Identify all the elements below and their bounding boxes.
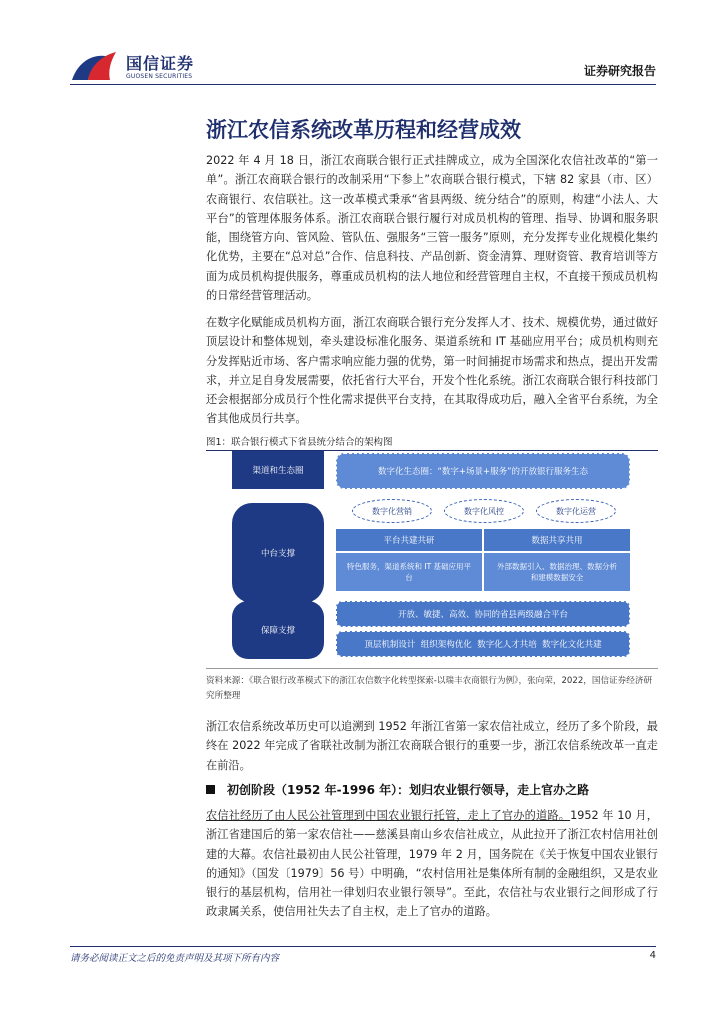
oval-digital-risk: 数字化风控 xyxy=(444,499,524,523)
layer-middle-label: 中台支撑 xyxy=(232,503,324,603)
oval-digital-marketing: 数字化营销 xyxy=(352,499,432,523)
bullet-square-icon xyxy=(206,785,215,794)
paragraph-reform-history: 浙江农信系统改革历史可以追溯到 1952 年浙江省第一家农信社成立，经历了多个阶段，最终在 2022 年完成了省联社改制为浙江农商联合银行的重要一步，浙江农信系统改革一直走在前沿。 xyxy=(206,720,658,772)
page-header xyxy=(0,0,724,90)
report-type-label: 证券研究报告 xyxy=(583,64,656,78)
section-heading xyxy=(206,781,589,798)
header-divider xyxy=(70,84,656,85)
figure-bottom-rule xyxy=(206,668,658,669)
page-number: 4 xyxy=(649,950,656,961)
page-title: 浙江农信系统改革历程和经营成效 xyxy=(206,118,521,142)
guarantee-items-bar: 顶层机制设计 组织架构优化 数字化人才共培 数字化文化共建 xyxy=(336,631,630,657)
section-heading-text: 初创阶段（1952 年-1996 年）：划归农业银行领导，走上官办之路 xyxy=(227,783,590,797)
architecture-diagram xyxy=(232,451,632,666)
logo-name-en: GUOSEN SECURITIES xyxy=(126,73,193,80)
layer-guarantee-label: 保障支撑 xyxy=(232,601,324,659)
platform-build-bar: 平台共建共研 xyxy=(336,529,482,551)
underlined-lead-sentence: 农信社经历了由人民公社管理到中国农业银行托管，走上了官办的道路。 xyxy=(206,809,571,822)
paragraph-reform-overview: 2022 年 4 月 18 日，浙江农商联合银行正式挂牌成立，成为全国深化农信社改革的“第一单”。浙江农商联合银行的改制采用“下参上”农商联合银行模式，下辖 82 家县（市、区）农商银行、农信联社。这一改革模式秉承“省县两级、统分结合”的原则，构建“小法人、大平台”的管理体服务体系。浙江农商联合银行履行对成员机构的管理、指导、协调和服务职能，围绕管方向、管风险、管队伍、强服务“三管一服务”原则，充分发挥专业化规模化集约化优势，主要在“总对总”合作、信息科技、产品创新、资金清算、理财资管、教育培训等方面为成员机构提供服务，尊重成员机构的法人地位和经营管理自主权，不直接干预成员机构的日常经营管理活动。 xyxy=(206,154,658,303)
paragraph-initial-stage-rest: 1952 年 10 月，浙江省建国后的第一家农信社——慈溪县南山乡农信社成立，从此拉开了浙江农村信用社创建的大幕。农信社最初由人民公社管理，1979 年 2 月，国务院在《关于恢复中国农业银行的通知》（国发〔1979〕56 号）中明确，“农村信用社是集体所有制的金融组织，又是农业银行的基层机构，信用社一律划归农业银行领导”。至此，农信社与农业银行之间形成了行政隶属关系，使信用社失去了自主权，走上了官办的道路。 xyxy=(206,809,658,919)
data-detail-box: 外部数据引入、数据治理、数据分析和建模数据安全 xyxy=(484,553,630,591)
ecosystem-bar: 数字化生态圈：“数字+场景+服务”的开放银行服务生态 xyxy=(336,453,630,489)
footer-divider xyxy=(70,946,656,947)
figure-source: 资料来源：《联合银行改革模式下的浙江农信数字化转型探索-以瑞丰农商银行为例》，张向荣，2022，国信证券经济研究所整理 xyxy=(206,676,653,701)
data-share-bar: 数据共享共用 xyxy=(484,529,630,551)
platform-detail-box: 特色服务，渠道系统和 IT 基础应用平台 xyxy=(336,553,482,591)
guarantee-platform-bar: 开放、敏捷、高效、协同的省县两级融合平台 xyxy=(336,601,630,627)
paragraph-digital-empowerment: 在数字化赋能成员机构方面，浙江农商联合银行充分发挥人才、技术、规模优势，通过做好顶层设计和整体规划，牵头建设标准化服务、渠道系统和 IT 基础应用平台；成员机构则充分发挥贴近市场、客户需求响应能力强的优势，第一时间捕捉市场需求和热点，提出开发需求，并立足自身发展需要，依托省行大平台，开发个性化系统。浙江农商联合银行科技部门还会根据部分成员行个性化需求提供平台支持，在其取得成功后，融入全省平台系统，为全省其他成员行共享。 xyxy=(206,316,658,426)
paragraph-initial-stage xyxy=(206,806,658,922)
oval-digital-operations: 数字化运营 xyxy=(536,499,616,523)
company-logo xyxy=(70,48,270,84)
logo-name-cn: 国信证券 xyxy=(126,54,195,73)
figure-caption: 图1：联合银行模式下省县统分结合的架构图 xyxy=(206,437,393,448)
disclaimer-text: 请务必阅读正文之后的免责声明及其项下所有内容 xyxy=(70,953,280,964)
logo-mark-icon xyxy=(70,48,124,84)
layer-channel-label: 渠道和生态圈 xyxy=(232,451,324,489)
